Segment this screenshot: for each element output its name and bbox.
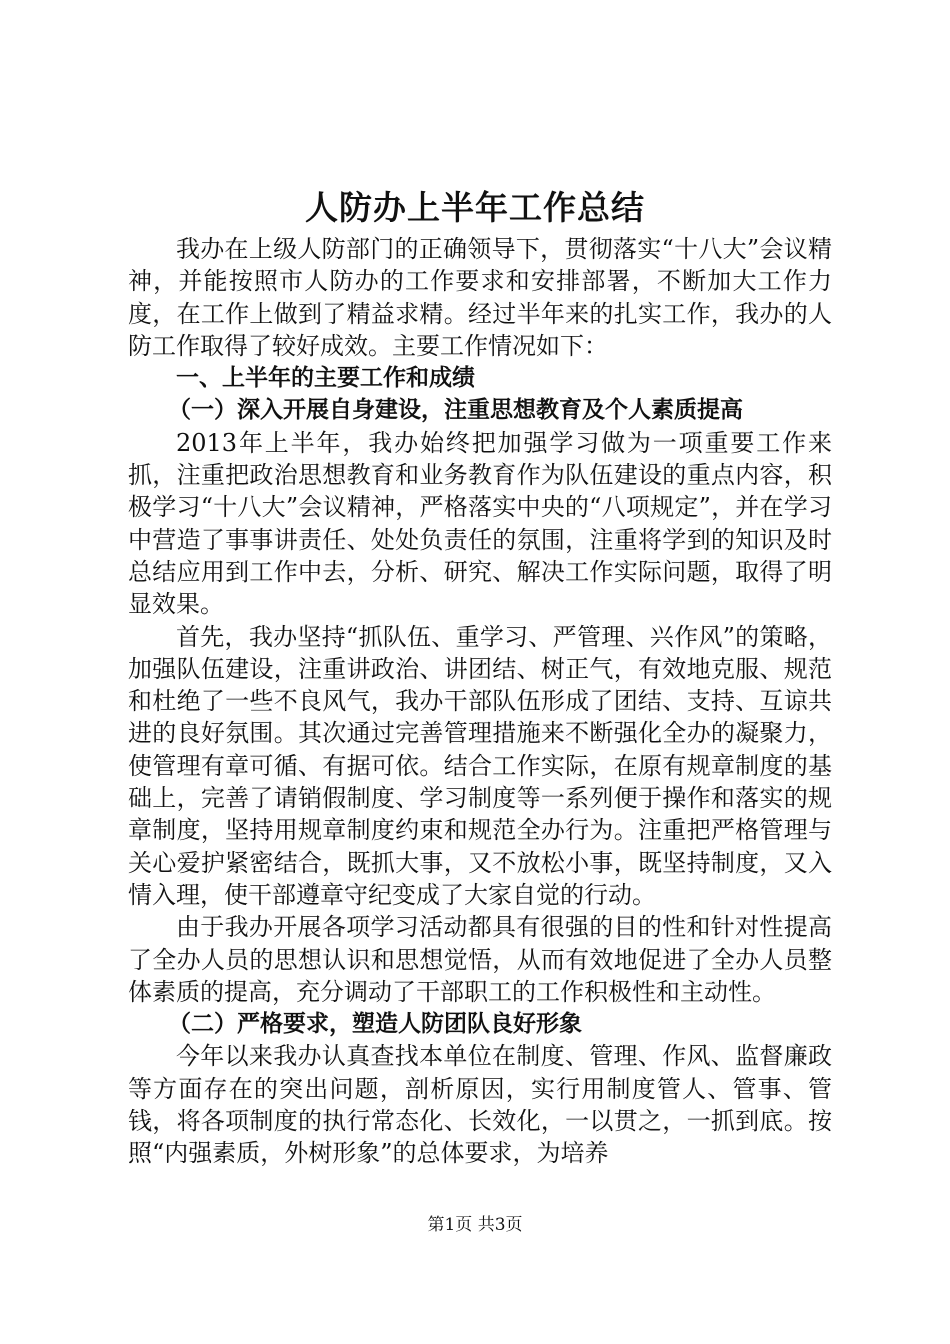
- body-paragraph: 2013年上半年，我办始终把加强学习做为一项重要工作来抓，注重把政治思想教育和业务教育作为队伍建设的重点内容，积极学习“十八大”会议精神，严格落实中央的“八项规定”，并在学习中营造了事事讲责任、处处负责任的氛围，注重将学到的知识及时总结应用到工作中去，分析、研究、解决工作实际问题，取得了明显效果。: [128, 428, 832, 619]
- subsection-heading: （二）严格要求，塑造人防团队良好形象: [168, 1011, 582, 1038]
- body-paragraph: 今年以来我办认真查找本单位在制度、管理、作风、监督廉政等方面存在的突出问题，剖析原因，实行用制度管人、管事、管钱，将各项制度的执行常态化、长效化，一以贯之，一抓到底。按照“内强素质，外树形象”的总体要求，为培养: [128, 1042, 832, 1168]
- document-body: [128, 233, 832, 1170]
- section-heading: 一、上半年的主要工作和成绩: [176, 365, 475, 392]
- page-footer: 第1页 共3页: [427, 1215, 523, 1235]
- subsection-heading: （一）深入开展自身建设，注重思想教育及个人素质提高: [168, 397, 743, 424]
- body-paragraph: 我办在上级人防部门的正确领导下，贯彻落实“十八大”会议精神，并能按照市人防办的工作要求和安排部署，不断加大工作力度，在工作上做到了精益求精。经过半年来的扎实工作，我办的人防工作取得了较好成效。主要工作情况如下：: [128, 235, 832, 360]
- document-title: 人防办上半年工作总结: [305, 188, 645, 227]
- body-paragraph: 首先，我办坚持“抓队伍、重学习、严管理、兴作风”的策略，加强队伍建设，注重讲政治、讲团结、树正气，有效地克服、规范和杜绝了一些不良风气，我办干部队伍形成了团结、支持、互谅共进的良好氛围。其次通过完善管理措施来不断强化全办的凝聚力，使管理有章可循、有据可依。结合工作实际，在原有规章制度的基础上，完善了请销假制度、学习制度等一系列便于操作和落实的规章制度，坚持用规章制度约束和规范全办行为。注重把严格管理与关心爱护紧密结合，既抓大事，又不放松小事，既坚持制度，又入情入理，使干部遵章守纪变成了大家自觉的行动。: [128, 622, 832, 909]
- body-paragraph: 由于我办开展各项学习活动都具有很强的目的性和针对性提高了全办人员的思想认识和思想觉悟，从而有效地促进了全办人员整体素质的提高，充分调动了干部职工的工作积极性和主动性。: [128, 913, 832, 1006]
